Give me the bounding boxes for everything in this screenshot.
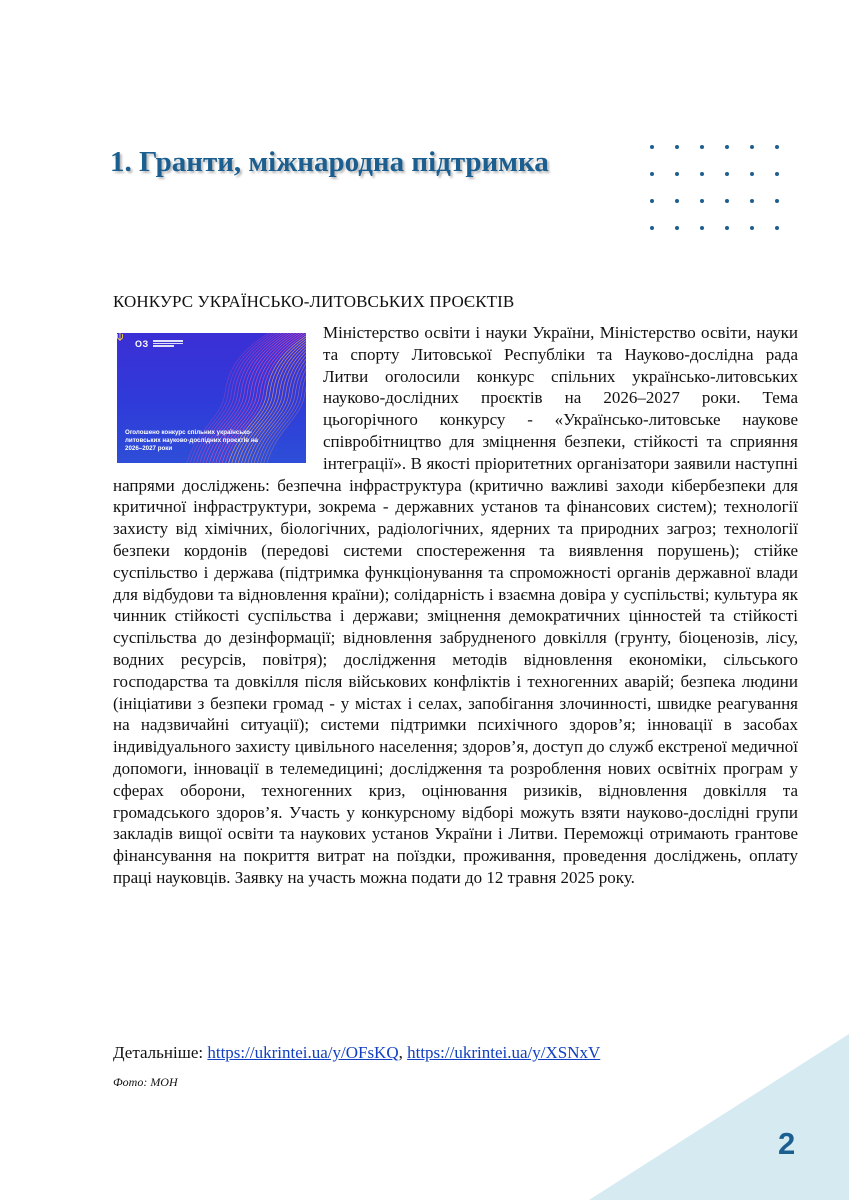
grid-dot bbox=[675, 226, 679, 230]
grid-dot bbox=[750, 172, 754, 176]
grid-dot bbox=[675, 199, 679, 203]
grid-dot bbox=[700, 199, 704, 203]
grid-dot bbox=[700, 226, 704, 230]
photo-credit: Фото: МОН bbox=[113, 1075, 178, 1089]
link-separator: , bbox=[398, 1043, 403, 1062]
grid-dot bbox=[775, 145, 779, 149]
grid-dot bbox=[650, 226, 654, 230]
grid-dot bbox=[725, 226, 729, 230]
link-2[interactable]: https://ukrintei.ua/y/XSNxV bbox=[407, 1043, 601, 1062]
grid-dot bbox=[725, 172, 729, 176]
corner-decoration bbox=[589, 1034, 849, 1200]
page-number: 2 bbox=[778, 1126, 796, 1161]
section-heading: 1. Гранти, міжнародна підтримка bbox=[110, 146, 549, 178]
grid-dot bbox=[675, 172, 679, 176]
grid-dot bbox=[775, 226, 779, 230]
grid-dot bbox=[650, 145, 654, 149]
grid-dot bbox=[775, 199, 779, 203]
grid-dot bbox=[700, 145, 704, 149]
grid-dot bbox=[750, 199, 754, 203]
grid-dot bbox=[650, 172, 654, 176]
grid-dot bbox=[725, 145, 729, 149]
grid-dot bbox=[675, 145, 679, 149]
link-1[interactable]: https://ukrintei.ua/y/OFsKQ bbox=[207, 1043, 399, 1062]
grid-dot bbox=[725, 199, 729, 203]
grid-dot bbox=[750, 145, 754, 149]
image-logo: ОЗ bbox=[135, 339, 149, 349]
article-text: Міністерство освіти і науки України, Міністерство освіти, науки та спорту Литовської Республіки та Науково-дослідна рада Литви оголосили конкурс спільних українсько-литовських науково-дослідних проєктів на 2026–2027 роки. Тема цьогорічного конкурсу - «Українсько-литовське наукове співробітництво для зміцнення безпеки, стійкості та сприяння інтеграції». В якості пріоритетних організатори заявили наступні напрями досліджень: безпечна інфраструктура (критично важливі заходи кібербезпеки для критичної інфраструктури, зокрема - державних установ та фінансових систем); технології захисту від хімічних, біологічних, радіологічних, ядерних та природних загроз; технології безпеки кордонів (передові системи спостереження та виявлення порушень); стійке суспільство і держава (підтримка функціонування та спроможності органів державної влади для відбудови та відновлення країни); солідарність і взаємна довіра у суспільстві; культура як чинник стійкості суспільства і держави; зміцнення демократичних цінностей та стійкості суспільства до дезінформації; відновлення забрудненого довкілля (грунту, біоценозів, лісу, водних ресурсів, повітря); дослідження методів відновлення економіки, сільського господарства та довкілля після військових конфліктів і техногенних аварій; безпека людини (ініціативи з безпеки громад - у містах і селах, запобігання злочинності, швидке реагування на надзвичайні ситуації); системи підтримки психічного здоров’я; інновації в засобах індивідуального захисту цивільного населення; здоров’я, доступ до служб екстреної медичної допомоги, інновації в телемедицині; дослідження та розроблення нових освітніх програм у сферах оборони, техногенних криз, оцінювання ризиків, відновлення довкілля та громадського здоров’я. Участь у конкурсному відборі можуть взяти науково-дослідні групи закладів вищої освіти та наукових установ України і Литви. Переможці отримають грантове фінансування на покриття витрат на поїздки, проживання, проведення досліджень, оплату праці науковців. Заявку на участь можна подати до 12 травня 2025 року. bbox=[113, 323, 798, 887]
grid-dot bbox=[775, 172, 779, 176]
grid-dot bbox=[650, 199, 654, 203]
more-info-line bbox=[113, 1043, 600, 1063]
grid-dot bbox=[750, 226, 754, 230]
grid-dot bbox=[700, 172, 704, 176]
more-label: Детальніше: bbox=[113, 1043, 204, 1062]
image-caption: Оголошено конкурс спільних українсько-литовських науково-дослідних проєктів на 2026–2027 роки bbox=[125, 429, 259, 452]
article-title: КОНКУРС УКРАЇНСЬКО-ЛИТОВСЬКИХ ПРОЄКТІВ bbox=[113, 292, 515, 311]
article-body bbox=[113, 322, 798, 889]
dot-grid-decoration bbox=[650, 145, 780, 240]
